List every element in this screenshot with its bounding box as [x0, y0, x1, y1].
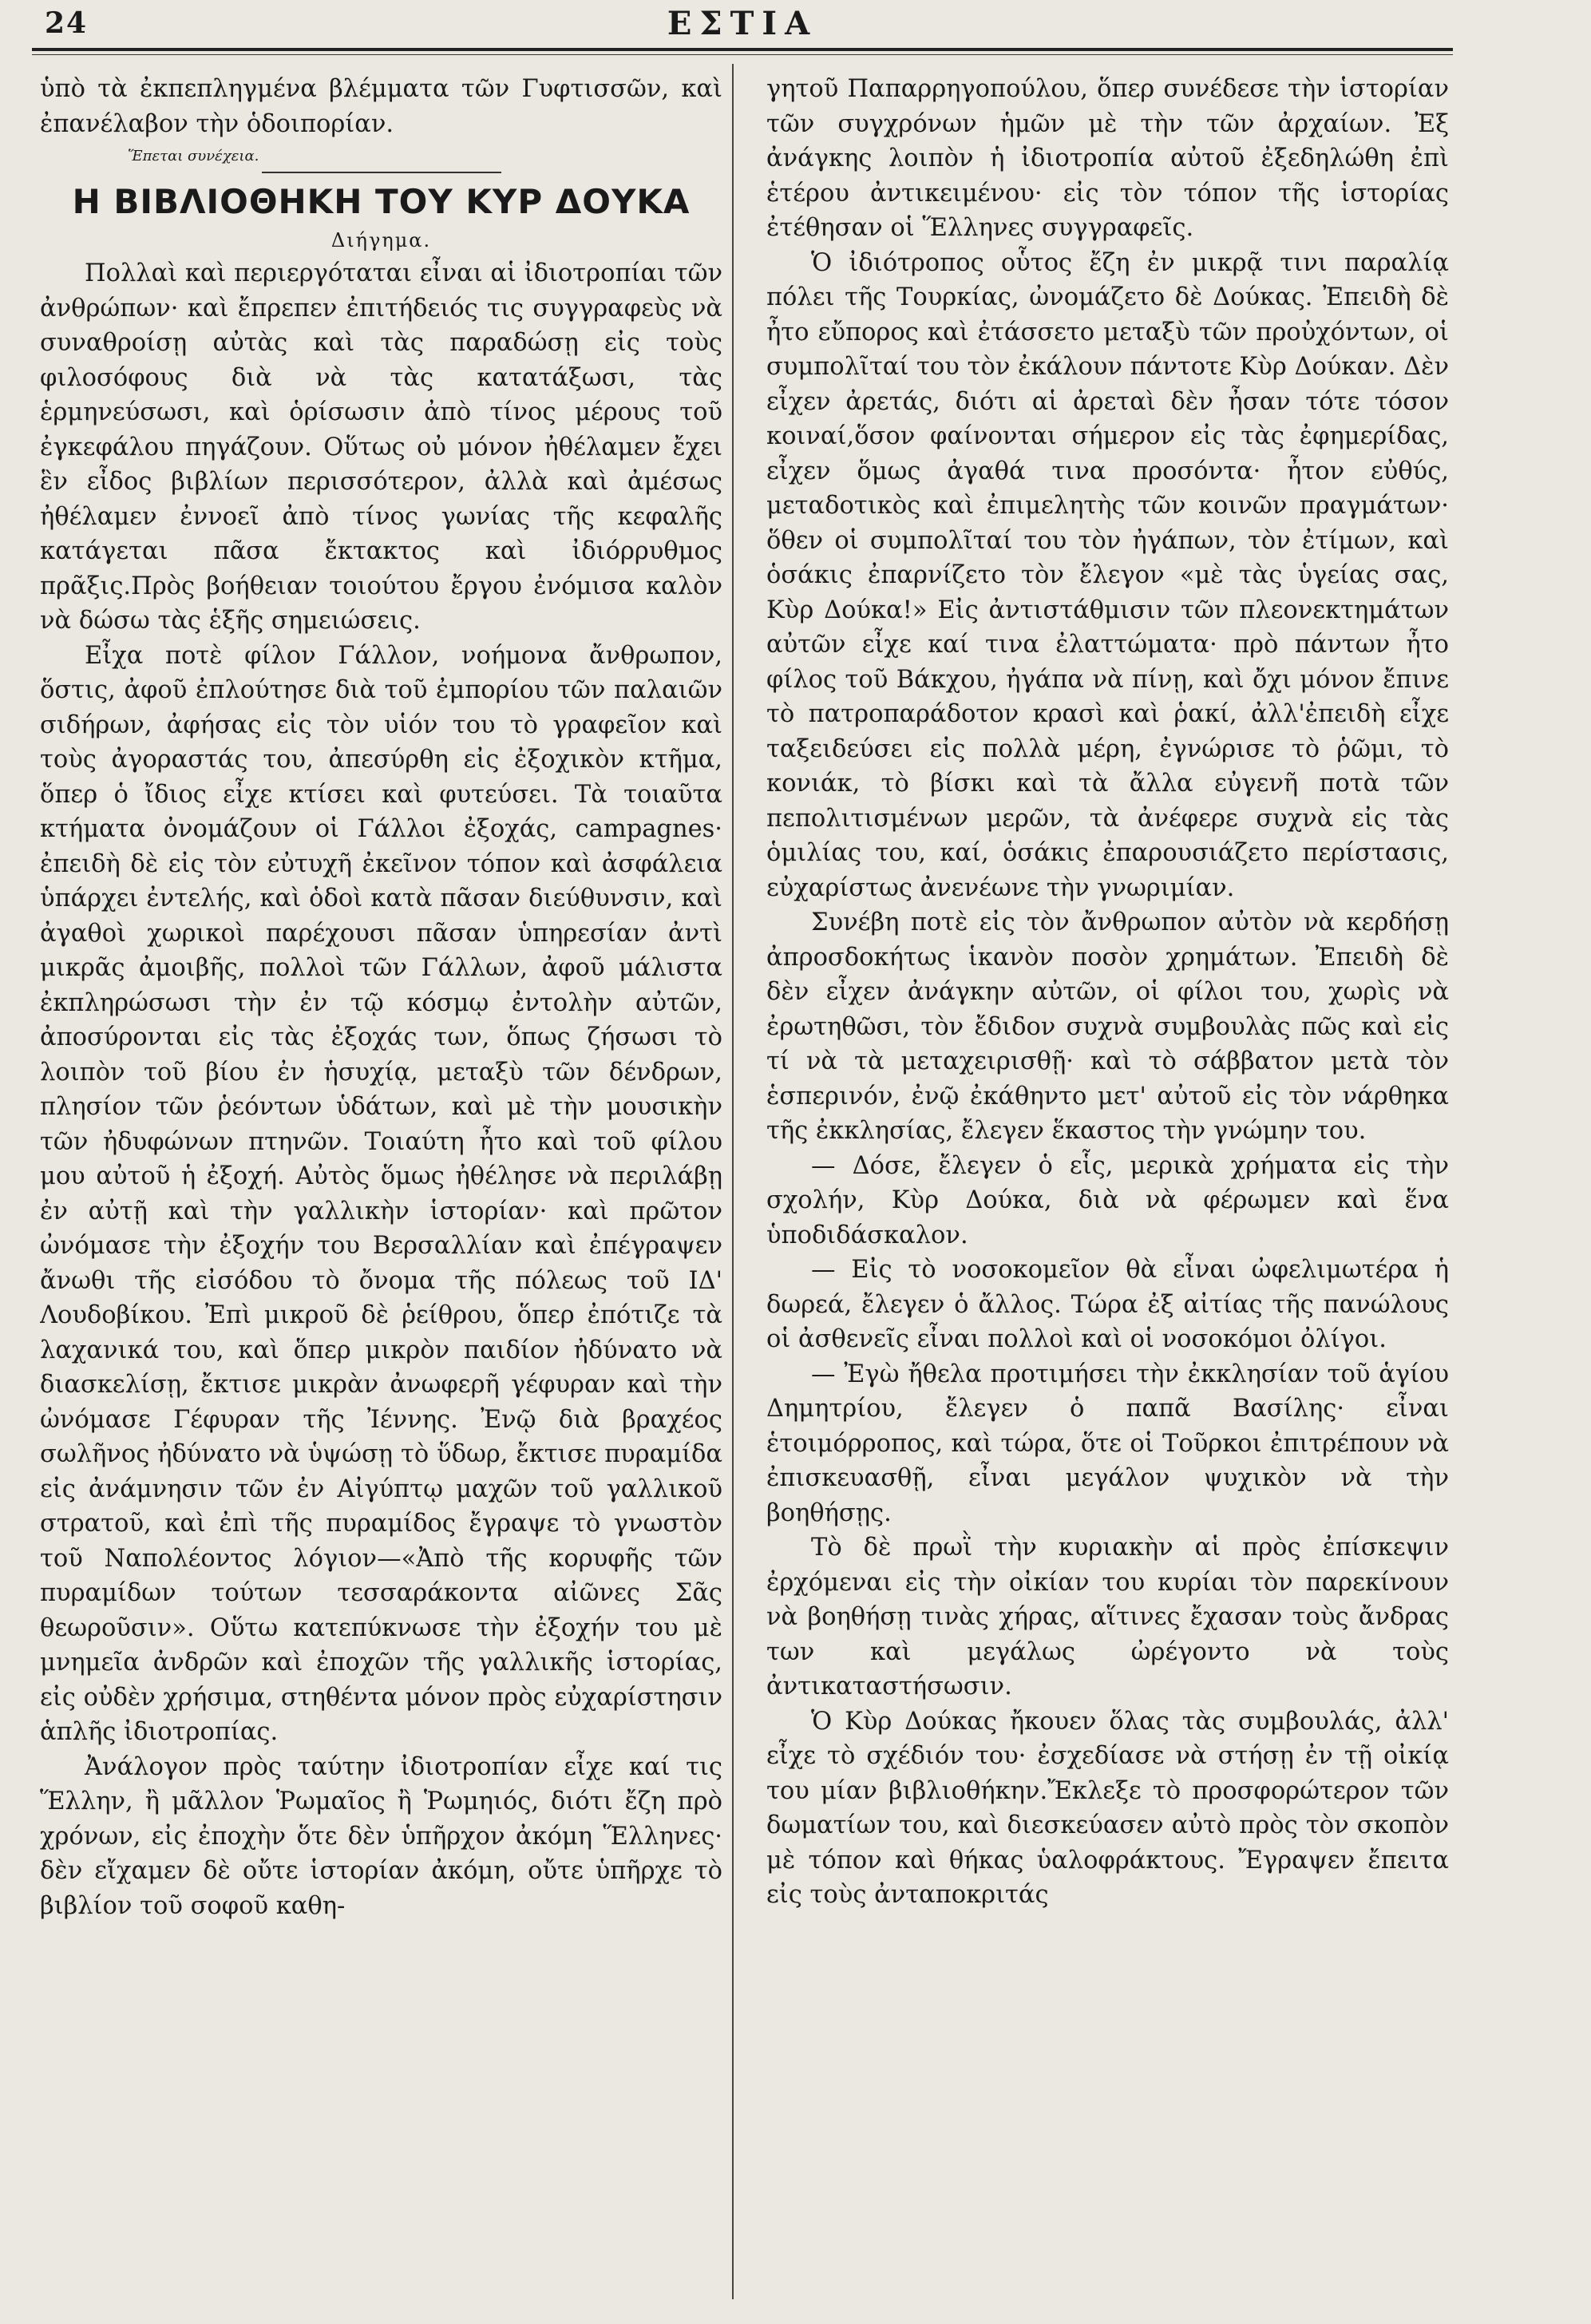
- continued-note: Ἕπεται συνέχεια.: [128, 148, 259, 164]
- page-number: 24: [45, 6, 89, 40]
- header-rule: [32, 48, 1453, 51]
- paragraph: Τὸ δὲ πρωῒ τὴν κυριακὴν αἱ πρὸς ἐπίσκεψιν ἐρχόμεναι εἰς τὴν οἰκίαν του κυρίαι τὸν παρεκίνουν νὰ βοηθήσῃ τινὰς χήρας, αἵτινες ἔχασαν τοὺς ἄνδρας των καὶ μεγάλως ὠρέγοντο νὰ τοὺς ἀντικαταστήσωσιν.: [766, 1534, 1449, 1700]
- story-title: Η ΒΙΒΛΙΟΘΗΚΗ ΤΟΥ ΚΥΡ ΔΟΥΚΑ: [72, 182, 691, 221]
- carryover-text: ὑπὸ τὰ ἐκπεπληγμένα βλέμματα τῶν Γυφτισσῶν, καὶ ἐπανέλαβον τὴν ὁδοιπορίαν.: [40, 75, 722, 138]
- journal-title: ΕΣΤΙΑ: [667, 5, 818, 42]
- page-header: [32, 5, 1453, 40]
- paragraph: γητοῦ Παπαρρηγοπούλου, ὅπερ συνέδεσε τὴν ἱστορίαν τῶν συγχρόνων ἡμῶν μὲ τὴν τῶν ἀρχαίων. Ἐξ ἀνάγκης λοιπὸν ἡ ἰδιοτροπία αὐτοῦ ἐξεδηλώθη ἐπὶ ἑτέρου ἀντικειμένου· εἰς τὸν τόπον τῆς ἱστορίας ἐτέθησαν οἱ Ἕλληνες συγγραφεῖς.: [766, 75, 1449, 242]
- right-column: [766, 72, 1449, 2307]
- paragraph: Πολλαὶ καὶ περιεργόταται εἶναι αἱ ἰδιοτροπίαι τῶν ἀνθρώπων· καὶ ἔπρεπεν ἐπιτήδειός τις συγγραφεὺς νὰ συναθροίσῃ αὐτὰς καὶ τὰς παραδώσῃ εἰς τοὺς φιλοσόφους διὰ νὰ τὰς κατατάξωσι, τὰς ἑρμηνεύσωσι, καὶ ὁρίσωσιν ἀπὸ τίνος μέρους τοῦ ἐγκεφάλου πηγάζουν. Οὕτως οὐ μόνον ἠθέλαμεν ἔχει ἓν εἶδος βιβλίων περισσότερον, ἀλλὰ καὶ ἀμέσως ἠθέλαμεν ἐννοεῖ ἀπὸ τίνος γωνίας τῆς κεφαλῆς κατάγεται πᾶσα ἔκτακτος καὶ ἰδιόρρυθμος πρᾶξις.Πρὸς βοήθειαν τοιούτου ἔργου ἐνόμισα καλὸν νὰ δώσω τὰς ἑξῆς σημειώσεις.: [40, 259, 722, 635]
- paragraph: Ὁ ἰδιότροπος οὗτος ἔζη ἐν μικρᾷ τινι παραλίᾳ πόλει τῆς Τουρκίας, ὠνομάζετο δὲ Δούκας. Ἐπειδὴ δὲ ἦτο εὔπορος καὶ ἐτάσσετο μεταξὺ τῶν προὐχόντων, οἱ συμπολῖταί του τὸν ἐκάλουν πάντοτε Κὺρ Δούκαν. Δὲν εἶχεν ἀρετάς, διότι αἱ ἀρεταὶ δὲν ἦσαν τότε τόσον κοιναί,ὅσον φαίνονται σήμερον εἰς τὰς ἐφημερίδας, εἶχεν ὅμως ἀγαθά τινα προσόντα· ἦτον εὐθύς, μεταδοτικὸς καὶ ἐπιμελητὴς τῶν κοινῶν πραγμάτων· ὅθεν οἱ συμπολῖταί του τὸν ἠγάπων, τὸν ἐτίμων, καὶ ὁσάκις ἐπαρνίζετο τὸν ἔλεγον «μὲ τὰς ὑγείας σας, Κὺρ Δούκα!» Εἰς ἀντιστάθμισιν τῶν πλεονεκτημάτων αὐτῶν εἶχε καί τινα ἐλαττώματα· πρὸ πάντων ἦτο φίλος τοῦ Βάκχου, ἠγάπα νὰ πίνῃ, καὶ ὄχι μόνον ἔπινε τὸ πατροπαράδοτον κρασὶ καὶ ῥακί, ἀλλ'ἐπειδὴ εἶχε ταξειδεύσει εἰς πολλὰ μέρη, ἐγνώρισε τὸ ῥῶμι, τὸ κονιάκ, τὸ βίσκι καὶ τὰ ἄλλα εὐγενῆ ποτὰ τῶν πεπολιτισμένων μερῶν, τὰ ἀνέφερε συχνὰ εἰς τὰς ὁμιλίας του, καί, ὁσάκις ἐπαρουσιάζετο περίστασις, εὐχαρίστως ἀνενέωνε τὴν γνωριμίαν.: [766, 248, 1449, 902]
- dialogue-paragraph: — Δόσε, ἔλεγεν ὁ εἷς, μερικὰ χρήματα εἰς τὴν σχολήν, Κὺρ Δούκα, διὰ νὰ φέρωμεν καὶ ἕνα ὑποδιδάσκαλον.: [766, 1151, 1449, 1249]
- paragraph: Ἀνάλογον πρὸς ταύτην ἰδιοτροπίαν εἶχε καί τις Ἕλλην, ἢ μᾶλλον Ῥωμαῖος ἢ Ῥωμηιός, διότι ἔζη πρὸ χρόνων, εἰς ἐποχὴν ὅτε δὲν ὑπῆρχον ἀκόμη Ἕλληνες· δὲν εἴχαμεν δὲ οὔτε ἱστορίαν ἀκόμη, οὔτε ὑπῆρχε τὸ βιβλίον τοῦ σοφοῦ καθη-: [40, 1752, 722, 1920]
- story-separator-rule: [262, 172, 501, 173]
- dialogue-paragraph: — Εἰς τὸ νοσοκομεῖον θὰ εἶναι ὠφελιμωτέρα ἡ δωρεά, ἔλεγεν ὁ ἄλλος. Τώρα ἐξ αἰτίας τῆς πανώλους οἱ ἀσθενεῖς εἶναι πολλοὶ καὶ οἱ νοσοκόμοι ὀλίγοι.: [766, 1256, 1449, 1353]
- paragraph: Ὁ Κὺρ Δούκας ἤκουεν ὅλας τὰς συμβουλάς, ἀλλ' εἶχε τὸ σχέδιόν του· ἐσχεδίασε νὰ στήσῃ ἐν τῇ οἰκίᾳ του μίαν βιβλιοθήκην.Ἔκλεξε τὸ προσφορώτερον τῶν δωματίων του, καὶ διεσκεύασεν αὐτὸ πρὸς τὸν σκοπὸν μὲ τόπον καὶ θήκας ὑαλοφράκτους. Ἔγραψεν ἔπειτα εἰς τοὺς ἀνταποκριτάς: [766, 1707, 1449, 1909]
- dialogue-paragraph: — Ἐγὼ ἤθελα προτιμήσει τὴν ἐκκλησίαν τοῦ ἁγίου Δημητρίου, ἔλεγεν ὁ παπᾶ Βασίλης· εἶναι ἑτοιμόρροπος, καὶ τώρα, ὅτε οἱ Τοῦρκοι ἐπιτρέπουν νὰ ἐπισκευασθῇ, εἶναι μεγάλον ψυχικὸν νὰ τὴν βοηθήσῃς.: [766, 1360, 1449, 1527]
- story-subtitle: Διήγημα.: [330, 229, 432, 251]
- column-divider: [732, 64, 734, 2299]
- left-column: [40, 72, 722, 2307]
- paragraph: Εἶχα ποτὲ φίλον Γάλλον, νοήμονα ἄνθρωπον, ὅστις, ἀφοῦ ἐπλούτησε διὰ τοῦ ἐμπορίου τῶν παλαιῶν σιδήρων, ἀφήσας εἰς τὸν υἱόν του τὸ γραφεῖον καὶ τοὺς ἀγοραστάς του, ἀπεσύρθη εἰς ἐξοχικὸν κτῆμα, ὅπερ ὁ ἴδιος εἶχε κτίσει καὶ φυτεύσει. Τὰ τοιαῦτα κτήματα ὀνομάζουν οἱ Γάλλοι ἐξοχάς, campagnes· ἐπειδὴ δὲ εἰς τὸν εὐτυχῆ ἐκεῖνον τόπον καὶ ἀσφάλεια ὑπάρχει ἐντελής, καὶ ὁδοὶ κατὰ πᾶσαν διεύθυνσιν, καὶ ἀγαθοὶ χωρικοὶ παρέχουσι πᾶσαν ὑπηρεσίαν ἀντὶ μικρᾶς ἀμοιβῆς, πολλοὶ τῶν Γάλλων, ἀφοῦ μάλιστα ἐκπληρώσωσι τὴν ἐν τῷ κόσμῳ ἐντολὴν αὐτῶν, ἀποσύρονται εἰς τὰς ἐξοχάς των, ὅπως ζήσωσι τὸ λοιπὸν τοῦ βίου ἐν ἡσυχίᾳ, μεταξὺ τῶν δένδρων, πλησίον τῶν ῥεόντων ὑδάτων, καὶ μὲ τὴν μουσικὴν τῶν ἠδυφώνων πτηνῶν. Τοιαύτη ἦτο καὶ τοῦ φίλου μου αὐτοῦ ἡ ἐξοχή. Αὐτὸς ὅμως ἠθέλησε νὰ περιλάβῃ ἐν αὐτῇ καὶ τὴν γαλλικὴν ἱστορίαν· καὶ πρῶτον ὠνόμασε τὴν ἐξοχήν του Βερσαλλίαν καὶ ἐπέγραψεν ἄνωθι τῆς εἰσόδου τὸ ὄνομα τῆς πόλεως τοῦ ΙΔ' Λουδοβίκου. Ἐπὶ μικροῦ δὲ ῥείθρου, ὅπερ ἐπότιζε τὰ λαχανικά του, καὶ ὅπερ μικρὸν παιδίον ἠδύνατο νὰ διασκελίσῃ, ἔκτισε μικρὰν ἀνωφερῆ γέφυραν καὶ τὴν ὠνόμασε Γέφυραν τῆς Ἰέννης. Ἐνῷ διὰ βραχέος σωλῆνος ἠδύνατο νὰ ὑψώσῃ τὸ ὕδωρ, ἔκτισε πυραμίδα εἰς ἀνάμνησιν τῶν ἐν Αἰγύπτῳ μαχῶν τοῦ γαλλικοῦ στρατοῦ, καὶ ἐπὶ τῆς πυραμίδος ἔγραψε τὸ γνωστὸν τοῦ Ναπολέοντος λόγιον—«Ἀπὸ τῆς κορυφῆς τῶν πυραμίδων τούτων τεσσαράκοντα αἰῶνες Σᾶς θεωροῦσιν». Οὕτω κατεπύκνωσε τὴν ἐξοχήν του μὲ μνημεῖα ἀνδρῶν καὶ ἐποχῶν τῆς γαλλικῆς ἱστορίας, εἰς οὐδὲν χρήσιμα, στηθέντα μόνον πρὸς εὐχαρίστησιν ἁπλῆς ἰδιοτροπίας.: [40, 641, 722, 1746]
- header-rule-thin: [32, 54, 1453, 55]
- paragraph: Συνέβη ποτὲ εἰς τὸν ἄνθρωπον αὐτὸν νὰ κερδήσῃ ἀπροσδοκήτως ἱκανὸν ποσὸν χρημάτων. Ἐπειδὴ δὲ δὲν εἶχεν ἀνάγκην αὐτῶν, οἱ φίλοι του, χωρὶς νὰ ἐρωτηθῶσι, τὸν ἔδιδον συχνὰ συμβουλὰς πῶς καὶ εἰς τί νὰ τὰ μεταχειρισθῇ· καὶ τὸ σάββατον μετὰ τὸν ἑσπερινόν, ἐνῷ ἐκάθηντο μετ' αὐτοῦ εἰς τὸν νάρθηκα τῆς ἐκκλησίας, ἔλεγεν ἕκαστος τὴν γνώμην του.: [766, 909, 1449, 1145]
